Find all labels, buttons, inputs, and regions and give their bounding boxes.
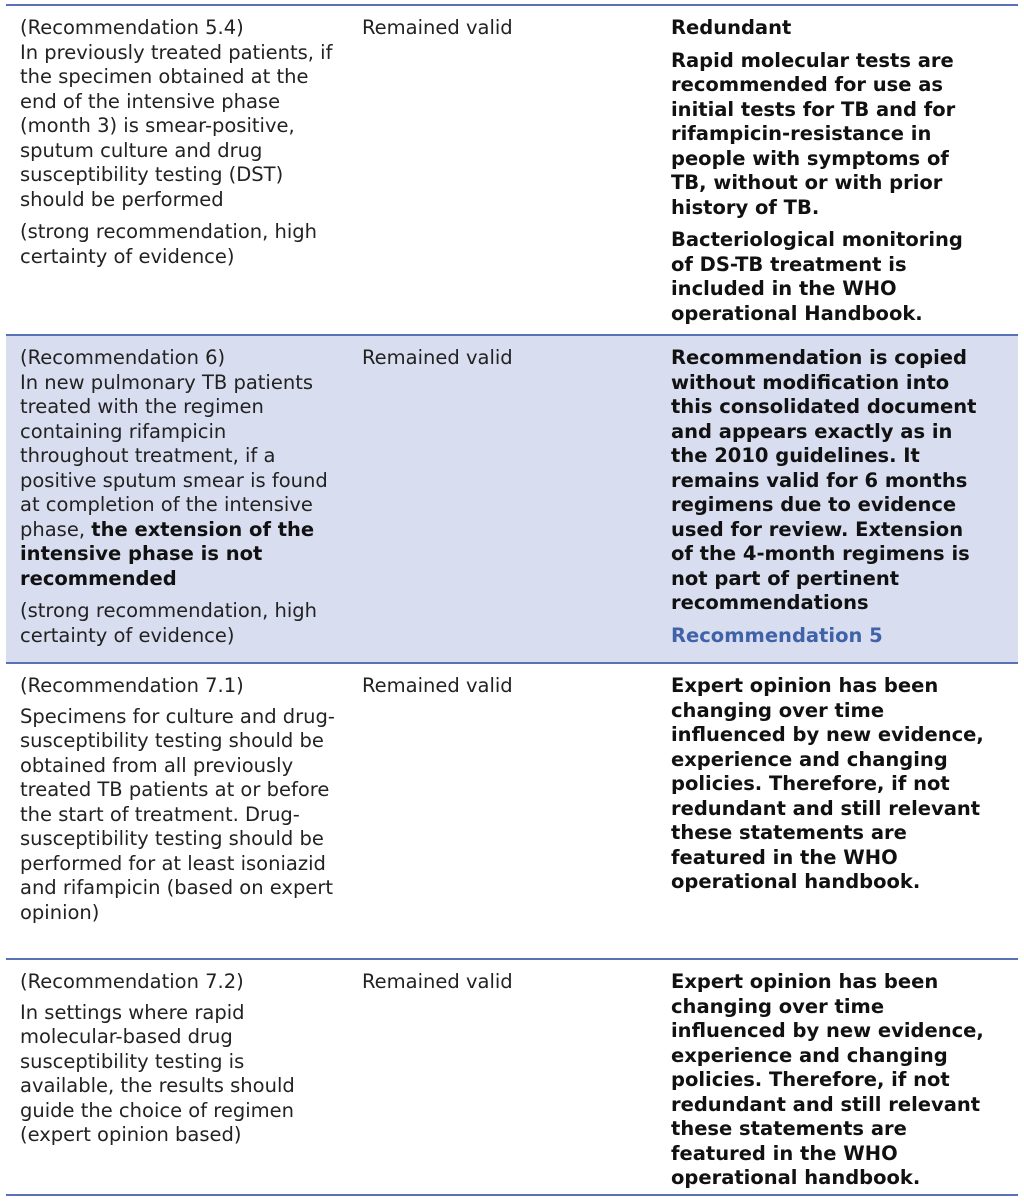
recommendation-link[interactable]: Recommendation 5 [671,623,883,647]
recommendation-strength: (strong recommendation, high certainty of evidence) [20,220,318,268]
recommendation-cell [20,346,340,648]
recommendation-text: In settings where rapid molecular-based drug susceptibility testing is available, the results should guide the choice of regimen (expert opinion based) [20,1000,295,1146]
recommendation-cell [20,970,340,1148]
status-cell [362,970,652,995]
comment-cell [671,346,991,648]
recommendation-ref: (Recommendation 6) [20,346,226,369]
status-text: Remained valid [362,674,513,697]
recommendation-text-bold: the extension of the intensive phase is not recommended [20,517,315,590]
recommendations-table [6,4,1018,1196]
comment-text: Expert opinion has been changing over time influenced by new evidence, experience and changing policies. Therefore, if not redundant and still relevant these statements are featured in the WHO operational handbook. [671,674,984,893]
comment-cell [671,970,991,1191]
recommendation-ref: (Recommendation 7.2) [20,970,244,993]
comment-heading: Redundant [671,16,792,39]
recommendation-cell [20,674,340,925]
comment-text: Recommendation is copied without modification into this consolidated document and appears exactly as in the 2010 guidelines. It remains valid for 6 months regimens due to evidence used for review. Extension of the 4-month regimens is not part of pertinent recommendations [671,346,977,614]
recommendation-text [20,371,340,592]
table-row [6,4,1018,334]
recommendation-cell [20,16,340,269]
recommendation-ref: (Recommendation 5.4) [20,16,244,39]
comment-cell [671,16,991,326]
status-cell [362,346,652,371]
comment-text: Expert opinion has been changing over time influenced by new evidence, experience and changing policies. Therefore, if not redundant and still relevant these statements are featured in the WHO operational handbook. [671,970,984,1189]
comment-text: Rapid molecular tests are recommended for use as initial tests for TB and for rifampicin-resistance in people with symptoms of TB, without or with prior history of TB. [671,48,956,219]
status-text: Remained valid [362,346,513,369]
status-cell [362,674,652,699]
status-cell [362,16,652,41]
recommendation-text: Specimens for culture and drug-susceptibility testing should be obtained from all previously treated TB patients at or before the start of treatment. Drug-susceptibility testing should be performed for at least isoniazid and rifampicin (based on expert opinion) [20,704,335,924]
table-row [6,958,1018,1196]
table-row [6,334,1018,662]
recommendation-text-plain: In new pulmonary TB patients treated with the regimen containing rifampicin throughout treatment, if a positive sputum smear is found at completion of the intensive phase, [20,370,328,541]
comment-cell [671,674,991,895]
recommendation-ref: (Recommendation 7.1) [20,674,244,697]
recommendation-strength: (strong recommendation, high certainty of evidence) [20,599,318,647]
table-row [6,662,1018,958]
status-text: Remained valid [362,16,513,39]
recommendation-text: In previously treated patients, if the specimen obtained at the end of the intensive phase (month 3) is smear-positive, sputum culture and drug susceptibility testing (DST) should be performed [20,40,333,211]
comment-text: Bacteriological monitoring of DS-TB treatment is included in the WHO operational Handbook. [671,228,963,325]
status-text: Remained valid [362,970,513,993]
